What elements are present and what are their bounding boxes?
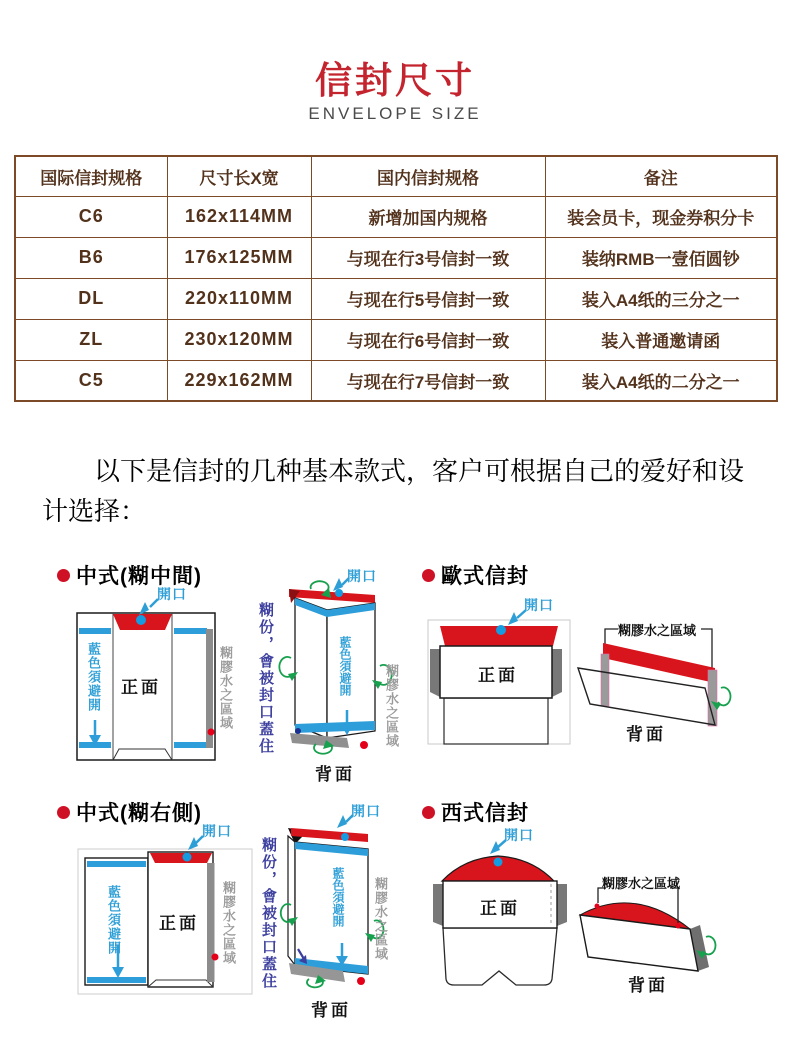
glue-area-label: 糊膠水之區域 [373, 877, 388, 961]
glue-covered-label: 糊份，會被封口蓋住 [260, 837, 277, 990]
bullet-dot-icon [57, 569, 70, 582]
cell-code: ZL [15, 319, 167, 360]
cell-note: 装纳RMB一壹佰圆钞 [545, 237, 777, 278]
col-header-intl: 国际信封规格 [15, 156, 167, 196]
opening-label: 開口 [157, 586, 187, 602]
cell-domestic: 与现在行5号信封一致 [311, 278, 545, 319]
avoid-blue-label: 藍色須避開 [106, 885, 121, 955]
envelope-size-table [14, 155, 778, 402]
col-header-size: 尺寸长X宽 [167, 156, 311, 196]
cell-note: 装入A4纸的三分之一 [545, 278, 777, 319]
bullet-dot-icon [422, 569, 435, 582]
opening-label: 開口 [347, 568, 377, 584]
diagram-title: 中式(糊中間) [76, 565, 202, 588]
front-label: 正面 [159, 914, 199, 933]
diagram-cn-middle-header [57, 560, 202, 590]
back-label: 背面 [311, 1001, 351, 1020]
back-label: 背面 [626, 725, 666, 744]
cell-code: B6 [15, 237, 167, 278]
back-label: 背面 [628, 976, 668, 995]
diagram-western-header [422, 797, 529, 827]
back-label: 背面 [315, 765, 355, 784]
table-row [15, 319, 777, 360]
table-row [15, 278, 777, 319]
cell-note: 装会员卡，现金券积分卡 [545, 196, 777, 237]
col-header-domestic: 国内信封规格 [311, 156, 545, 196]
cell-domestic: 与现在行7号信封一致 [311, 360, 545, 401]
page-title: 信封尺寸 [315, 60, 475, 101]
page-subtitle: ENVELOPE SIZE [308, 104, 482, 123]
diagram-title: 中式(糊右側) [76, 802, 202, 825]
diagram-title: 歐式信封 [441, 565, 529, 588]
cell-size: 176x125MM [167, 237, 311, 278]
glue-area-label: 糊膠水之區域 [602, 876, 681, 891]
opening-label: 開口 [504, 827, 534, 843]
avoid-blue-label: 藍色須避開 [338, 636, 352, 696]
cell-code: C5 [15, 360, 167, 401]
cell-note: 装入普通邀请函 [545, 319, 777, 360]
front-label: 正面 [478, 666, 518, 685]
glue-area-label: 糊膠水之區域 [384, 664, 399, 748]
opening-label: 開口 [202, 823, 232, 839]
table-row [15, 196, 777, 237]
opening-label: 開口 [351, 803, 381, 819]
diagram-cn-right [55, 795, 405, 1040]
cell-note: 装入A4纸的二分之一 [545, 360, 777, 401]
col-header-note: 备注 [545, 156, 777, 196]
glue-area-label: 糊膠水之區域 [218, 646, 233, 730]
avoid-blue-label: 藍色須避開 [86, 642, 101, 712]
cell-domestic: 与现在行3号信封一致 [311, 237, 545, 278]
cell-code: DL [15, 278, 167, 319]
front-label: 正面 [121, 678, 161, 697]
front-label: 正面 [480, 899, 520, 918]
bullet-dot-icon [57, 806, 70, 819]
diagram-cn-middle [55, 558, 405, 796]
cell-size: 230x120MM [167, 319, 311, 360]
opening-label: 開口 [524, 597, 554, 613]
bullet-dot-icon [422, 806, 435, 819]
diagram-european [420, 558, 740, 758]
glue-covered-label: 糊份，會被封口蓋住 [257, 602, 274, 755]
cell-domestic: 与现在行6号信封一致 [311, 319, 545, 360]
cell-size: 162x114MM [167, 196, 311, 237]
cell-size: 229x162MM [167, 360, 311, 401]
diagram-western [420, 795, 740, 1040]
avoid-blue-label: 藍色須避開 [331, 867, 345, 927]
glue-area-label: 糊膠水之區域 [618, 623, 697, 638]
cell-domestic: 新增加国内规格 [311, 196, 545, 237]
table-row [15, 237, 777, 278]
diagram-title: 西式信封 [441, 802, 529, 825]
glue-area-label: 糊膠水之區域 [221, 881, 236, 965]
cell-size: 220x110MM [167, 278, 311, 319]
table-header-row [15, 156, 777, 196]
diagram-european-header [422, 560, 529, 590]
diagram-cn-right-header [57, 797, 202, 827]
western-diagram-art [420, 795, 740, 1040]
cell-code: C6 [15, 196, 167, 237]
intro-paragraph: 以下是信封的几种基本款式，客户可根据自己的爱好和设计选择： [42, 457, 745, 527]
table-row [15, 360, 777, 401]
